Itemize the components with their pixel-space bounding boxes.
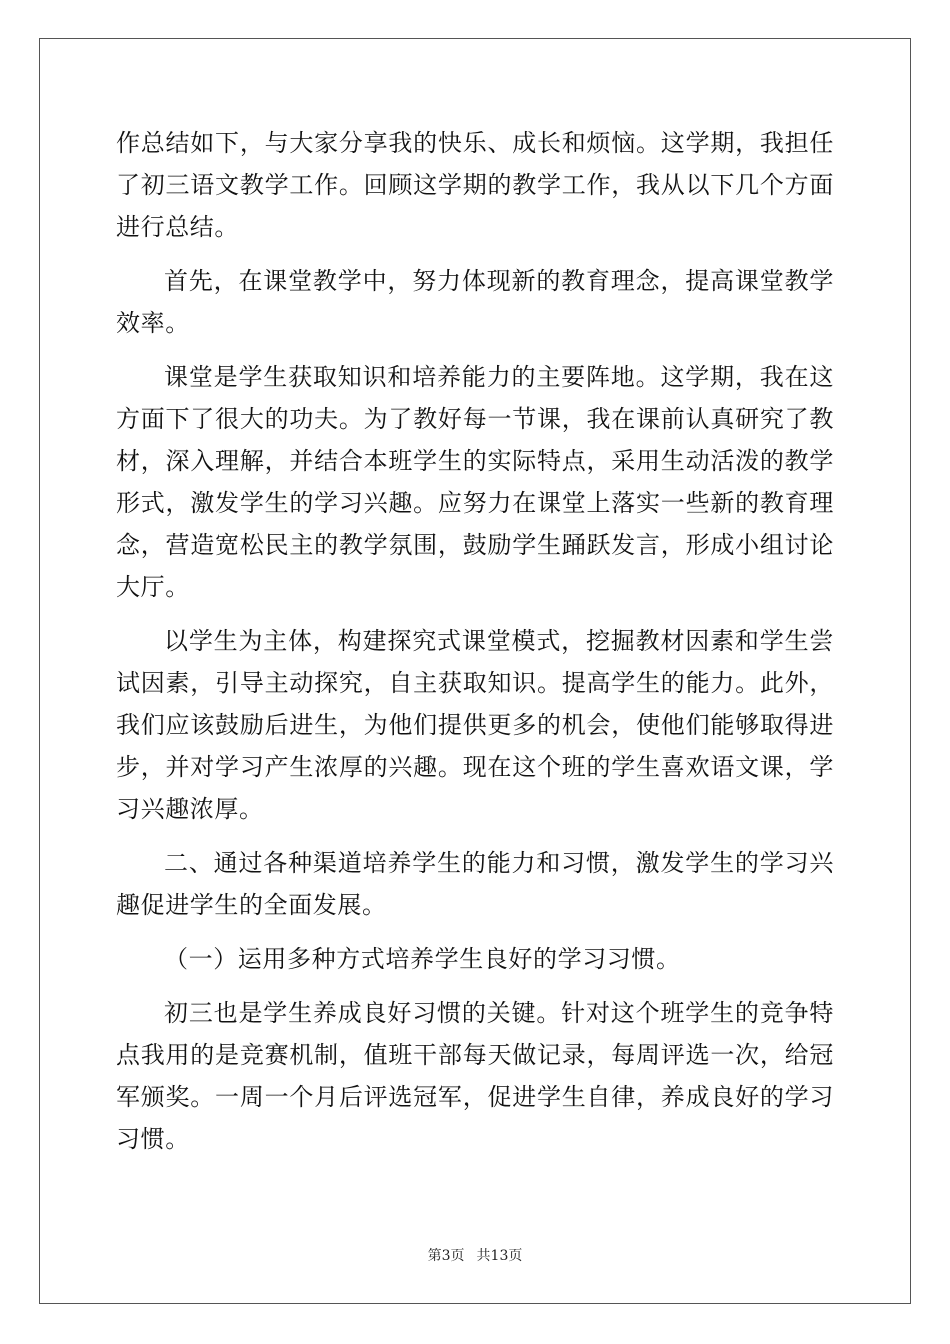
paragraph: 首先，在课堂教学中，努力体现新的教育理念，提高课堂教学效率。 <box>116 267 834 337</box>
paragraph: 初三也是学生养成良好习惯的关键。针对这个班学生的竞争特点我用的是竞赛机制，值班干部每天做记录，每周评选一次，给冠军颁奖。一周一个月后评选冠军，促进学生自律，养成良好的学习习惯。 <box>116 999 834 1153</box>
paragraph: 二、通过各种渠道培养学生的能力和习惯，激发学生的学习兴趣促进学生的全面发展。 <box>116 849 834 919</box>
page-footer <box>0 1247 950 1265</box>
page-number: 第3页 <box>427 1248 465 1264</box>
paragraph: 以学生为主体，构建探究式课堂模式，挖掘教材因素和学生尝试因素，引导主动探究，自主获取知识。提高学生的能力。此外，我们应该鼓励后进生，为他们提供更多的机会，使他们能够取得进步，并对学习产生浓厚的兴趣。现在这个班的学生喜欢语文课，学习兴趣浓厚。 <box>116 627 834 823</box>
paragraph: 课堂是学生获取知识和培养能力的主要阵地。这学期，我在这方面下了很大的功夫。为了教好每一节课，我在课前认真研究了教材，深入理解，并结合本班学生的实际特点，采用生动活泼的教学形式，激发学生的学习兴趣。应努力在课堂上落实一些新的教育理念，营造宽松民主的教学氛围，鼓励学生踊跃发言，形成小组讨论大厅。 <box>116 363 834 601</box>
page-total: 共13页 <box>476 1248 523 1264</box>
paragraph: （一）运用多种方式培养学生良好的学习习惯。 <box>164 945 681 973</box>
document-body <box>116 122 834 1172</box>
paragraph: 作总结如下，与大家分享我的快乐、成长和烦恼。这学期，我担任了初三语文教学工作。回顾这学期的教学工作，我从以下几个方面进行总结。 <box>116 129 834 241</box>
